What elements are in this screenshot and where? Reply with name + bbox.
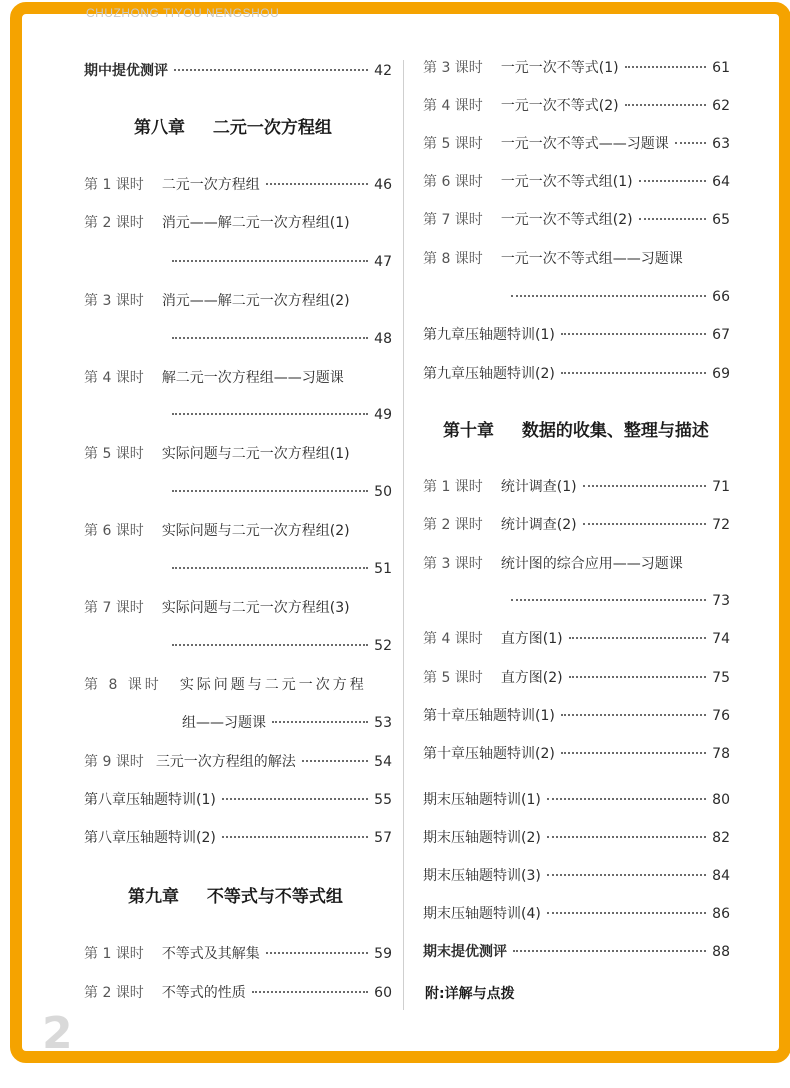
entry-page: 75 bbox=[712, 670, 730, 686]
toc-entry-special[interactable] bbox=[423, 365, 730, 383]
toc-entry-final-eval[interactable] bbox=[423, 943, 730, 961]
leader-dots bbox=[172, 260, 368, 262]
lesson-label: 第 1 课时 bbox=[84, 177, 144, 193]
leader-dots bbox=[583, 523, 707, 525]
entry-title: 三元一次方程组的解法 bbox=[155, 754, 296, 770]
entry-title: 直方图(2) bbox=[500, 670, 563, 686]
lesson-label: 第 3 课时 bbox=[423, 556, 483, 572]
leader-dots bbox=[511, 599, 706, 601]
entry-page: 61 bbox=[712, 60, 730, 76]
chapter-heading-9 bbox=[84, 886, 392, 908]
toc-entry[interactable] bbox=[423, 669, 730, 687]
toc-entry[interactable] bbox=[84, 369, 392, 387]
lesson-label: 第 5 课时 bbox=[84, 446, 144, 462]
lesson-label: 第 1 课时 bbox=[84, 946, 144, 962]
entry-page: 80 bbox=[712, 792, 730, 808]
entry-page: 78 bbox=[712, 746, 730, 762]
toc-entry-special[interactable] bbox=[423, 707, 730, 725]
toc-entry-special[interactable] bbox=[84, 829, 392, 847]
leader-dots bbox=[252, 991, 368, 993]
toc-entry-final[interactable] bbox=[423, 867, 730, 885]
toc-entry[interactable] bbox=[84, 292, 392, 310]
leader-dots bbox=[569, 676, 707, 678]
leader-dots bbox=[547, 874, 706, 876]
leader-dots bbox=[547, 836, 706, 838]
lesson-label: 第 3 课时 bbox=[84, 293, 144, 309]
lesson-label: 第 2 课时 bbox=[84, 985, 144, 1001]
toc-entry-continuation[interactable] bbox=[84, 253, 392, 271]
entry-page: 84 bbox=[712, 868, 730, 884]
entry-title: 一元一次不等式组(1) bbox=[500, 174, 633, 190]
entry-title: 第九章压轴题特训(1) bbox=[423, 327, 555, 343]
toc-entry[interactable] bbox=[423, 250, 730, 268]
entry-title: 第十章压轴题特训(1) bbox=[423, 708, 555, 724]
toc-entry[interactable] bbox=[423, 630, 730, 648]
toc-entry-continuation[interactable] bbox=[423, 592, 730, 610]
entry-page: 46 bbox=[374, 177, 392, 193]
chapter-title: 二元一次方程组 bbox=[212, 118, 332, 138]
entry-title: 一元一次不等式组(2) bbox=[500, 212, 633, 228]
leader-dots bbox=[172, 337, 368, 339]
leader-dots bbox=[174, 69, 368, 71]
lesson-label: 第 4 课时 bbox=[84, 370, 144, 386]
lesson-label: 第 3 课时 bbox=[423, 60, 483, 76]
entry-page: 59 bbox=[374, 946, 392, 962]
entry-title: 直方图(1) bbox=[500, 631, 563, 647]
chapter-title: 不等式与不等式组 bbox=[206, 887, 343, 907]
entry-title: 期末压轴题特训(2) bbox=[423, 830, 541, 846]
leader-dots bbox=[561, 333, 706, 335]
lesson-label: 第 2 课时 bbox=[84, 215, 144, 231]
leader-dots bbox=[222, 836, 368, 838]
leader-dots bbox=[266, 183, 368, 185]
leader-dots bbox=[513, 950, 706, 952]
entry-title: 消元——解二元一次方程组(1) bbox=[161, 215, 350, 231]
toc-entry-special[interactable] bbox=[423, 745, 730, 763]
toc-entry[interactable] bbox=[84, 599, 392, 617]
entry-title: 期末压轴题特训(3) bbox=[423, 868, 541, 884]
toc-entry[interactable] bbox=[423, 59, 730, 77]
entry-title: 一元一次不等式(1) bbox=[500, 60, 619, 76]
entry-page: 55 bbox=[374, 792, 392, 808]
entry-page: 53 bbox=[374, 715, 392, 731]
lesson-label: 第 2 课时 bbox=[423, 517, 483, 533]
toc-entry-final[interactable] bbox=[423, 791, 730, 809]
chapter-heading-8 bbox=[84, 117, 392, 139]
toc-entry-continuation[interactable] bbox=[84, 330, 392, 348]
leader-dots bbox=[172, 644, 368, 646]
entry-page: 76 bbox=[712, 708, 730, 724]
appendix-label[interactable]: 附:详解与点拨 bbox=[425, 986, 515, 1002]
entry-page: 86 bbox=[712, 906, 730, 922]
toc-entry[interactable] bbox=[423, 555, 730, 573]
entry-title: 一元一次不等式——习题课 bbox=[500, 136, 669, 152]
leader-dots bbox=[583, 485, 707, 487]
entry-page: 49 bbox=[374, 407, 392, 423]
lesson-label: 第 1 课时 bbox=[423, 479, 483, 495]
toc-entry-continuation[interactable] bbox=[84, 560, 392, 578]
entry-title: 期末提优测评 bbox=[423, 944, 507, 960]
entry-title: 第八章压轴题特训(2) bbox=[84, 830, 216, 846]
entry-title: 统计调查(2) bbox=[500, 517, 577, 533]
toc-entry[interactable] bbox=[423, 478, 730, 496]
toc-entry[interactable] bbox=[423, 211, 730, 229]
toc-entry[interactable] bbox=[84, 522, 392, 540]
entry-page: 65 bbox=[712, 212, 730, 228]
chapter-title: 数据的收集、整理与描述 bbox=[521, 421, 709, 441]
toc-entry[interactable] bbox=[423, 516, 730, 534]
entry-page: 60 bbox=[374, 985, 392, 1001]
entry-title: 一元一次不等式组——习题课 bbox=[500, 251, 683, 267]
chapter-number: 第十章 bbox=[443, 421, 494, 441]
lesson-label: 第 7 课时 bbox=[84, 600, 144, 616]
entry-title: 实际问题与二元一次方程组(3) bbox=[161, 600, 350, 616]
entry-title: 二元一次方程组 bbox=[161, 177, 260, 193]
entry-page: 71 bbox=[712, 479, 730, 495]
lesson-label: 第 6 课时 bbox=[84, 523, 144, 539]
entry-title: 不等式及其解集 bbox=[161, 946, 260, 962]
entry-title: 统计调查(1) bbox=[500, 479, 577, 495]
lesson-label: 第 5 课时 bbox=[423, 670, 483, 686]
entry-page: 54 bbox=[374, 754, 392, 770]
entry-page: 51 bbox=[374, 561, 392, 577]
entry-page: 63 bbox=[712, 136, 730, 152]
entry-title: 实际问题与二元一次方程组(2) bbox=[161, 523, 350, 539]
entry-title: 第十章压轴题特训(2) bbox=[423, 746, 555, 762]
leader-dots bbox=[511, 295, 706, 297]
entry-page: 82 bbox=[712, 830, 730, 846]
toc-entry[interactable] bbox=[423, 173, 730, 191]
column-divider bbox=[403, 60, 404, 1010]
page-number-decoration: 2 bbox=[42, 1008, 73, 1059]
leader-dots bbox=[625, 66, 707, 68]
leader-dots bbox=[561, 714, 706, 716]
entry-title: 第九章压轴题特训(2) bbox=[423, 366, 555, 382]
lesson-label: 第 8 课时 bbox=[84, 677, 162, 693]
leader-dots bbox=[172, 567, 368, 569]
entry-title: 期末压轴题特训(1) bbox=[423, 792, 541, 808]
lesson-label: 第 9 课时 bbox=[84, 754, 144, 770]
lesson-label: 第 8 课时 bbox=[423, 251, 483, 267]
lesson-label: 第 4 课时 bbox=[423, 631, 483, 647]
chapter-number: 第八章 bbox=[134, 118, 185, 138]
lesson-label: 第 4 课时 bbox=[423, 98, 483, 114]
entry-page: 88 bbox=[712, 944, 730, 960]
entry-page: 47 bbox=[374, 254, 392, 270]
chapter-heading-10 bbox=[423, 420, 730, 442]
toc-entry-special[interactable] bbox=[84, 791, 392, 809]
leader-dots bbox=[172, 413, 368, 415]
toc-entry-continuation[interactable] bbox=[84, 714, 392, 732]
toc-entry[interactable] bbox=[84, 176, 392, 194]
entry-title: 第八章压轴题特训(1) bbox=[84, 792, 216, 808]
chapter-number: 第九章 bbox=[128, 887, 179, 907]
toc-entry[interactable] bbox=[423, 97, 730, 115]
entry-page: 42 bbox=[374, 63, 392, 79]
entry-page: 66 bbox=[712, 289, 730, 305]
entry-page: 73 bbox=[712, 593, 730, 609]
leader-dots bbox=[639, 180, 707, 182]
toc-entry-final[interactable] bbox=[423, 905, 730, 923]
toc-entry-continuation[interactable] bbox=[84, 406, 392, 424]
toc-entry-final[interactable] bbox=[423, 829, 730, 847]
entry-title: 期中提优测评 bbox=[84, 63, 168, 79]
toc-entry[interactable] bbox=[423, 135, 730, 153]
toc-entry-midterm[interactable] bbox=[84, 62, 392, 80]
entry-page: 74 bbox=[712, 631, 730, 647]
entry-title: 期末压轴题特训(4) bbox=[423, 906, 541, 922]
entry-page: 67 bbox=[712, 327, 730, 343]
entry-page: 62 bbox=[712, 98, 730, 114]
leader-dots bbox=[172, 490, 368, 492]
entry-title: 统计图的综合应用——习题课 bbox=[500, 556, 683, 572]
toc-entry[interactable] bbox=[84, 945, 392, 963]
entry-title: 实际问题与二元一次方程组(1) bbox=[161, 446, 350, 462]
entry-page: 48 bbox=[374, 331, 392, 347]
entry-title: 组——习题课 bbox=[182, 715, 266, 731]
leader-dots bbox=[547, 912, 706, 914]
leader-dots bbox=[561, 372, 706, 374]
leader-dots bbox=[639, 218, 707, 220]
entry-title: 不等式的性质 bbox=[161, 985, 246, 1001]
leader-dots bbox=[222, 798, 368, 800]
entry-title: 解二元一次方程组——习题课 bbox=[161, 370, 344, 386]
entry-page: 50 bbox=[374, 484, 392, 500]
lesson-label: 第 6 课时 bbox=[423, 174, 483, 190]
leader-dots bbox=[561, 752, 706, 754]
toc-entry[interactable] bbox=[84, 676, 392, 694]
toc-entry[interactable] bbox=[84, 214, 392, 232]
entry-page: 64 bbox=[712, 174, 730, 190]
leader-dots bbox=[547, 798, 706, 800]
leader-dots bbox=[302, 760, 368, 762]
entry-page: 52 bbox=[374, 638, 392, 654]
toc-entry-continuation[interactable] bbox=[84, 637, 392, 655]
entry-title: 实际问题与二元一次方程 bbox=[179, 677, 367, 693]
toc-entry-continuation[interactable] bbox=[84, 483, 392, 501]
entry-title: 消元——解二元一次方程组(2) bbox=[161, 293, 350, 309]
entry-page: 69 bbox=[712, 366, 730, 382]
toc-entry[interactable] bbox=[84, 753, 392, 771]
toc-entry[interactable] bbox=[84, 984, 392, 1002]
lesson-label: 第 7 课时 bbox=[423, 212, 483, 228]
header-watermark: CHUZHONG TIYOU NENGSHOU bbox=[86, 6, 280, 20]
entry-page: 57 bbox=[374, 830, 392, 846]
leader-dots bbox=[569, 637, 707, 639]
lesson-label: 第 5 课时 bbox=[423, 136, 483, 152]
entry-page: 72 bbox=[712, 517, 730, 533]
toc-entry-special[interactable] bbox=[423, 326, 730, 344]
leader-dots bbox=[272, 721, 368, 723]
toc-entry-continuation[interactable] bbox=[423, 288, 730, 306]
toc-entry[interactable] bbox=[84, 445, 392, 463]
entry-title: 一元一次不等式(2) bbox=[500, 98, 619, 114]
leader-dots bbox=[675, 142, 706, 144]
leader-dots bbox=[266, 952, 368, 954]
leader-dots bbox=[625, 104, 707, 106]
